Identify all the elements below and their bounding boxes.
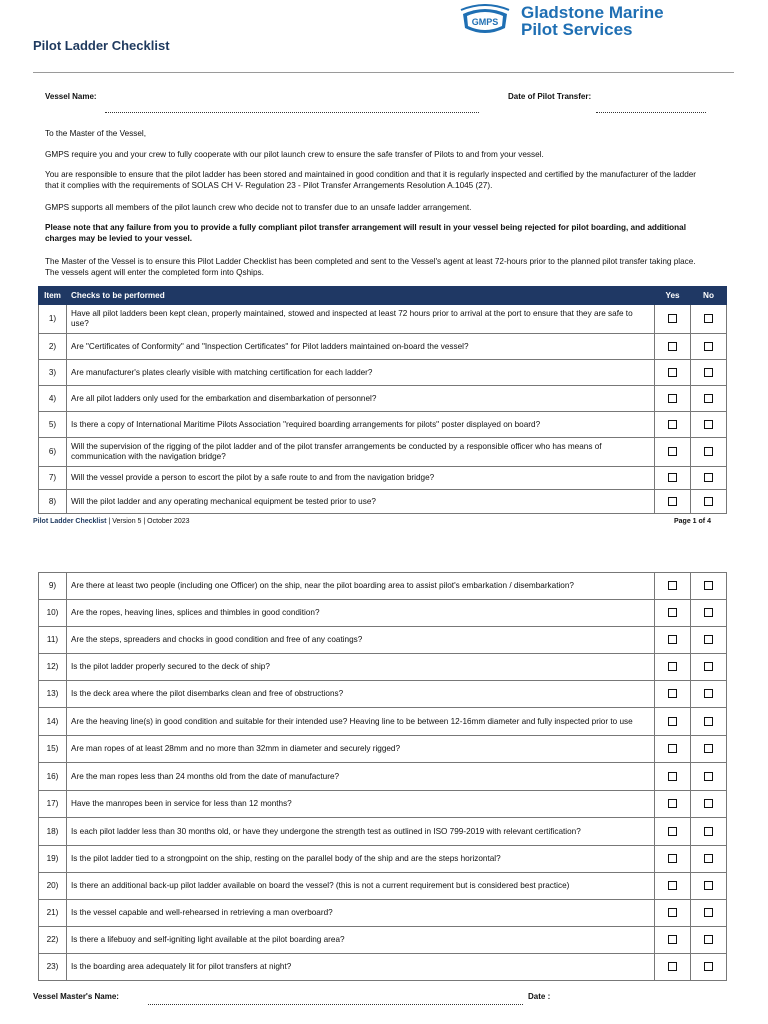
yes-cell xyxy=(655,846,691,873)
table-row xyxy=(39,600,727,627)
date-of-transfer-field[interactable] xyxy=(596,112,706,113)
table-row xyxy=(39,846,727,873)
table-row xyxy=(39,305,727,334)
check-description: Is there a copy of International Maritime Pilots Association "required boarding arrangements for pilots" poster displayed on board? xyxy=(67,412,655,438)
date-of-transfer-label: Date of Pilot Transfer: xyxy=(508,92,592,101)
yes-checkbox[interactable] xyxy=(668,314,677,323)
yes-checkbox[interactable] xyxy=(668,689,677,698)
logo-text: GMPS xyxy=(471,17,499,27)
item-number: 10) xyxy=(39,600,67,627)
no-cell xyxy=(691,763,727,791)
no-cell xyxy=(691,708,727,736)
no-cell xyxy=(691,873,727,900)
no-cell xyxy=(691,305,727,334)
yes-checkbox[interactable] xyxy=(668,908,677,917)
no-checkbox[interactable] xyxy=(704,581,713,590)
vessel-master-name-field[interactable] xyxy=(148,1004,523,1005)
item-number: 15) xyxy=(39,736,67,763)
yes-checkbox[interactable] xyxy=(668,854,677,863)
no-cell xyxy=(691,573,727,600)
no-checkbox[interactable] xyxy=(704,635,713,644)
column-header-checks: Checks to be performed xyxy=(67,287,655,305)
no-cell xyxy=(691,360,727,386)
item-number: 20) xyxy=(39,873,67,900)
no-checkbox[interactable] xyxy=(704,608,713,617)
yes-checkbox[interactable] xyxy=(668,608,677,617)
no-checkbox[interactable] xyxy=(704,881,713,890)
checklist-table-page-1 xyxy=(38,286,727,514)
yes-cell xyxy=(655,736,691,763)
no-cell xyxy=(691,490,727,514)
yes-cell xyxy=(655,791,691,818)
yes-checkbox[interactable] xyxy=(668,962,677,971)
check-description: Is there a lifebuoy and self-igniting light available at the pilot boarding area? xyxy=(67,927,655,954)
check-description: Is the boarding area adequately lit for pilot transfers at night? xyxy=(67,954,655,981)
check-description: Are there at least two people (including one Officer) on the ship, near the pilot boarding area to assist pilot's embarkation / disembarkation? xyxy=(67,573,655,600)
no-checkbox[interactable] xyxy=(704,908,713,917)
table-row xyxy=(39,334,727,360)
yes-cell xyxy=(655,954,691,981)
yes-cell xyxy=(655,627,691,654)
table-row xyxy=(39,681,727,708)
no-checkbox[interactable] xyxy=(704,772,713,781)
table-row xyxy=(39,438,727,467)
vessel-name-label: Vessel Name: xyxy=(45,92,97,101)
no-cell xyxy=(691,818,727,846)
yes-cell xyxy=(655,334,691,360)
yes-checkbox[interactable] xyxy=(668,342,677,351)
yes-checkbox[interactable] xyxy=(668,497,677,506)
column-header-item: Item xyxy=(39,287,67,305)
table-row xyxy=(39,627,727,654)
item-number: 6) xyxy=(39,438,67,467)
table-row xyxy=(39,791,727,818)
table-row xyxy=(39,412,727,438)
no-cell xyxy=(691,954,727,981)
check-description: Are the heaving line(s) in good condition and suitable for their intended use? Heaving line to be between 12-16mm diameter and fully inspected prior to use xyxy=(67,708,655,736)
item-number: 5) xyxy=(39,412,67,438)
yes-checkbox[interactable] xyxy=(668,473,677,482)
signoff-date-label: Date : xyxy=(528,992,551,1001)
intro-paragraph-3: GMPS supports all members of the pilot launch crew who decide not to transfer due to an unsafe ladder arrangement. xyxy=(45,203,472,212)
intro-paragraph-5: The Master of the Vessel is to ensure this Pilot Ladder Checklist has been completed and sent to the Vessel's agent at least 72-hours prior to the planned pilot transfer taking place. The vessels agent will enter the completed form into Qships. xyxy=(45,257,696,277)
item-number: 13) xyxy=(39,681,67,708)
vessel-master-name-label: Vessel Master's Name: xyxy=(33,992,119,1001)
no-cell xyxy=(691,654,727,681)
item-number: 3) xyxy=(39,360,67,386)
table-row xyxy=(39,360,727,386)
yes-checkbox[interactable] xyxy=(668,635,677,644)
table-row xyxy=(39,467,727,490)
check-description: Is there an additional back-up pilot ladder available on board the vessel? (this is not a current requirement but is considered best practice) xyxy=(67,873,655,900)
no-checkbox[interactable] xyxy=(704,854,713,863)
item-number: 12) xyxy=(39,654,67,681)
yes-cell xyxy=(655,360,691,386)
brand-line-2: Pilot Services xyxy=(521,20,633,39)
yes-cell xyxy=(655,763,691,791)
no-checkbox[interactable] xyxy=(704,689,713,698)
table-row xyxy=(39,954,727,981)
no-checkbox[interactable] xyxy=(704,368,713,377)
check-description: Are man ropes of at least 28mm and no more than 32mm in diameter and securely rigged? xyxy=(67,736,655,763)
check-description: Are the ropes, heaving lines, splices and thimbles in good condition? xyxy=(67,600,655,627)
no-cell xyxy=(691,600,727,627)
no-checkbox[interactable] xyxy=(704,314,713,323)
page-footer xyxy=(33,518,190,525)
table-row xyxy=(39,927,727,954)
intro-paragraph-1: GMPS require you and your crew to fully cooperate with our pilot launch crew to ensure the safe transfer of Pilots to and from your vessel. xyxy=(45,150,544,159)
yes-cell xyxy=(655,438,691,467)
item-number: 9) xyxy=(39,573,67,600)
table-row xyxy=(39,708,727,736)
no-checkbox[interactable] xyxy=(704,935,713,944)
warning-paragraph: Please note that any failure from you to provide a fully compliant pilot transfer arrangement will result in your vessel being rejected for pilot boarding, and additional charges may be levied to your vessel. xyxy=(45,223,687,243)
check-description: Are manufacturer's plates clearly visible with matching certification for each ladder? xyxy=(67,360,655,386)
yes-cell xyxy=(655,654,691,681)
yes-checkbox[interactable] xyxy=(668,744,677,753)
no-checkbox[interactable] xyxy=(704,717,713,726)
footer-version: | Version 5 | October 2023 xyxy=(106,518,190,525)
yes-checkbox[interactable] xyxy=(668,717,677,726)
check-description: Will the vessel provide a person to escort the pilot by a safe route to and from the navigation bridge? xyxy=(67,467,655,490)
table-row xyxy=(39,573,727,600)
item-number: 16) xyxy=(39,763,67,791)
no-cell xyxy=(691,334,727,360)
table-row xyxy=(39,654,727,681)
no-cell xyxy=(691,681,727,708)
vessel-name-field[interactable] xyxy=(105,112,479,113)
no-checkbox[interactable] xyxy=(704,497,713,506)
yes-checkbox[interactable] xyxy=(668,368,677,377)
no-checkbox[interactable] xyxy=(704,394,713,403)
table-row xyxy=(39,900,727,927)
item-number: 14) xyxy=(39,708,67,736)
salutation: To the Master of the Vessel, xyxy=(45,129,147,138)
item-number: 22) xyxy=(39,927,67,954)
check-description: Will the pilot ladder and any operating mechanical equipment be tested prior to use? xyxy=(67,490,655,514)
yes-checkbox[interactable] xyxy=(668,772,677,781)
no-checkbox[interactable] xyxy=(704,473,713,482)
no-cell xyxy=(691,438,727,467)
check-description: Is the pilot ladder properly secured to the deck of ship? xyxy=(67,654,655,681)
table-row xyxy=(39,490,727,514)
check-description: Is each pilot ladder less than 30 months old, or have they undergone the strength test as outlined in ISO 799-2019 with relevant certification? xyxy=(67,818,655,846)
no-checkbox[interactable] xyxy=(704,827,713,836)
check-description: Are the man ropes less than 24 months old from the date of manufacture? xyxy=(67,763,655,791)
no-cell xyxy=(691,412,727,438)
footer-doc-name: Pilot Ladder Checklist xyxy=(33,518,107,525)
item-number: 21) xyxy=(39,900,67,927)
yes-cell xyxy=(655,818,691,846)
gmps-logo-icon xyxy=(459,4,511,38)
yes-checkbox[interactable] xyxy=(668,394,677,403)
item-number: 1) xyxy=(39,305,67,334)
yes-cell xyxy=(655,900,691,927)
no-cell xyxy=(691,791,727,818)
check-description: Is the pilot ladder tied to a strongpoint on the ship, resting on the parallel body of the ship and are the steps horizontal? xyxy=(67,846,655,873)
column-header-no: No xyxy=(691,287,727,305)
item-number: 17) xyxy=(39,791,67,818)
table-row xyxy=(39,873,727,900)
brand-name xyxy=(521,4,664,38)
no-checkbox[interactable] xyxy=(704,420,713,429)
yes-checkbox[interactable] xyxy=(668,420,677,429)
item-number: 23) xyxy=(39,954,67,981)
intro-paragraph-2: You are responsible to ensure that the pilot ladder has been stored and maintained in good condition and that it is regularly inspected and certified by the manufacturer of the ladder that it complies with the requirements of SOLAS CH V- Regulation 23 - Pilot Transfer Arrangements Resolution A.1045 (27). xyxy=(45,170,697,190)
check-description: Are all pilot ladders only used for the embarkation and disembarkation of personnel? xyxy=(67,386,655,412)
yes-cell xyxy=(655,467,691,490)
no-cell xyxy=(691,927,727,954)
no-checkbox[interactable] xyxy=(704,662,713,671)
no-checkbox[interactable] xyxy=(704,962,713,971)
yes-checkbox[interactable] xyxy=(668,447,677,456)
item-number: 19) xyxy=(39,846,67,873)
yes-cell xyxy=(655,681,691,708)
item-number: 4) xyxy=(39,386,67,412)
check-description: Have all pilot ladders been kept clean, properly maintained, stowed and inspected at least 72 hours prior to arrival at the port to ensure that they are safe to use? xyxy=(67,305,655,334)
check-description: Are the steps, spreaders and chocks in good condition and free of any coatings? xyxy=(67,627,655,654)
yes-cell xyxy=(655,412,691,438)
item-number: 11) xyxy=(39,627,67,654)
yes-cell xyxy=(655,873,691,900)
table-header-row xyxy=(39,287,727,305)
item-number: 7) xyxy=(39,467,67,490)
no-checkbox[interactable] xyxy=(704,799,713,808)
yes-checkbox[interactable] xyxy=(668,935,677,944)
yes-checkbox[interactable] xyxy=(668,581,677,590)
header-divider xyxy=(33,72,734,73)
no-cell xyxy=(691,900,727,927)
table-row xyxy=(39,818,727,846)
check-description: Is the vessel capable and well-rehearsed in retrieving a man overboard? xyxy=(67,900,655,927)
item-number: 18) xyxy=(39,818,67,846)
checklist-table-page-2 xyxy=(38,572,727,981)
brand-line-1: Gladstone Marine xyxy=(521,3,664,22)
table-row xyxy=(39,736,727,763)
column-header-yes: Yes xyxy=(655,287,691,305)
yes-cell xyxy=(655,708,691,736)
no-checkbox[interactable] xyxy=(704,744,713,753)
yes-cell xyxy=(655,386,691,412)
page-title: Pilot Ladder Checklist xyxy=(33,38,170,53)
table-row xyxy=(39,386,727,412)
item-number: 2) xyxy=(39,334,67,360)
page-number: Page 1 of 4 xyxy=(674,518,711,525)
check-description: Have the manropes been in service for less than 12 months? xyxy=(67,791,655,818)
check-description: Are "Certificates of Conformity" and "Inspection Certificates" for Pilot ladders maintained on-board the vessel? xyxy=(67,334,655,360)
no-checkbox[interactable] xyxy=(704,342,713,351)
no-cell xyxy=(691,627,727,654)
yes-checkbox[interactable] xyxy=(668,827,677,836)
yes-cell xyxy=(655,305,691,334)
no-checkbox[interactable] xyxy=(704,447,713,456)
yes-cell xyxy=(655,490,691,514)
yes-checkbox[interactable] xyxy=(668,881,677,890)
no-cell xyxy=(691,467,727,490)
yes-cell xyxy=(655,573,691,600)
no-cell xyxy=(691,736,727,763)
table-row xyxy=(39,763,727,791)
check-description: Will the supervision of the rigging of the pilot ladder and of the pilot transfer arrangements be conducted by a responsible officer who has means of communication with the navigation bridge? xyxy=(67,438,655,467)
yes-checkbox[interactable] xyxy=(668,662,677,671)
yes-cell xyxy=(655,927,691,954)
yes-checkbox[interactable] xyxy=(668,799,677,808)
check-description: Is the deck area where the pilot disembarks clean and free of obstructions? xyxy=(67,681,655,708)
item-number: 8) xyxy=(39,490,67,514)
yes-cell xyxy=(655,600,691,627)
no-cell xyxy=(691,386,727,412)
no-cell xyxy=(691,846,727,873)
